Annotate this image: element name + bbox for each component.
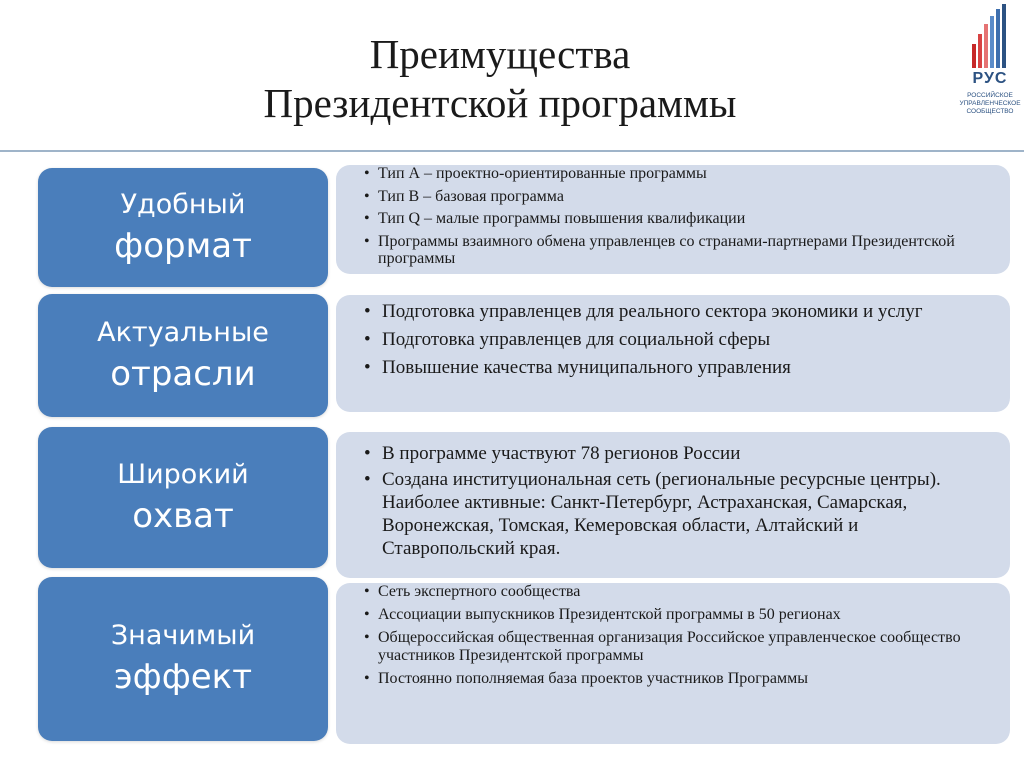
category-label-bottom: эффект: [113, 657, 253, 697]
category-label-top: Актуальные: [97, 316, 269, 348]
category-label-top: Широкий: [117, 458, 249, 490]
category-label-bottom: формат: [114, 225, 252, 266]
bullet-list: [382, 442, 992, 560]
details-panel: [336, 583, 1010, 744]
bullet-list: [378, 165, 994, 268]
category-label-bottom: охват: [132, 495, 234, 536]
bar-chart-logo-icon: [970, 4, 1010, 68]
title-divider: [0, 150, 1024, 152]
list-item: • В программе участвуют 78 регионов России: [382, 442, 992, 465]
list-item: • Подготовка управленцев для социальной сферы: [382, 329, 992, 351]
bullet-list: [378, 583, 994, 688]
list-item: • Тип В – базовая программа: [378, 188, 994, 206]
list-item: • Повышение качества муниципального управления: [382, 357, 992, 379]
rus-logo: [958, 4, 1022, 132]
list-item: • Постоянно пополняемая база проектов участников Программы: [378, 670, 994, 688]
list-item: • Общероссийская общественная организация Российское управленческое сообщество участников Президентской программы: [378, 629, 994, 665]
bullet-list: [382, 301, 992, 379]
list-item: • Сеть экспертного сообщества: [378, 583, 994, 601]
category-box: [38, 294, 328, 417]
category-label-bottom: отрасли: [110, 353, 256, 394]
category-label-top: Значимый: [110, 620, 256, 651]
details-panel: [336, 295, 1010, 412]
list-item: • Создана институциональная сеть (региональные ресурсные центры). Наиболее активные: Санкт-Петербург, Астраханская, Самарская, Воронежская, Томская, Кемеровская области, Алтайский и Ставропольский края.: [382, 468, 992, 560]
list-item: • Тип А – проектно-ориентированные программы: [378, 165, 994, 183]
list-item: • Программы взаимного обмена управленцев со странами-партнерами Президентской программы: [378, 233, 994, 268]
logo-abbreviation: РУС: [972, 70, 1008, 87]
title-line-2: Президентской программы: [263, 80, 737, 126]
category-box: [38, 427, 328, 568]
logo-subtitle: РОССИЙСКОЕ УПРАВЛЕНЧЕСКОЕ СООБЩЕСТВО: [959, 92, 1021, 115]
details-panel: [336, 165, 1010, 274]
category-label-top: Удобный: [120, 188, 246, 220]
details-panel: [336, 432, 1010, 578]
category-box: [38, 168, 328, 287]
slide-title: [180, 30, 820, 128]
list-item: • Ассоциации выпускников Президентской программы в 50 регионах: [378, 606, 994, 624]
list-item: • Тип Q – малые программы повышения квалификации: [378, 210, 994, 228]
title-line-1: Преимущества: [369, 31, 631, 77]
category-box: [38, 577, 328, 741]
list-item: • Подготовка управленцев для реального сектора экономики и услуг: [382, 301, 992, 323]
